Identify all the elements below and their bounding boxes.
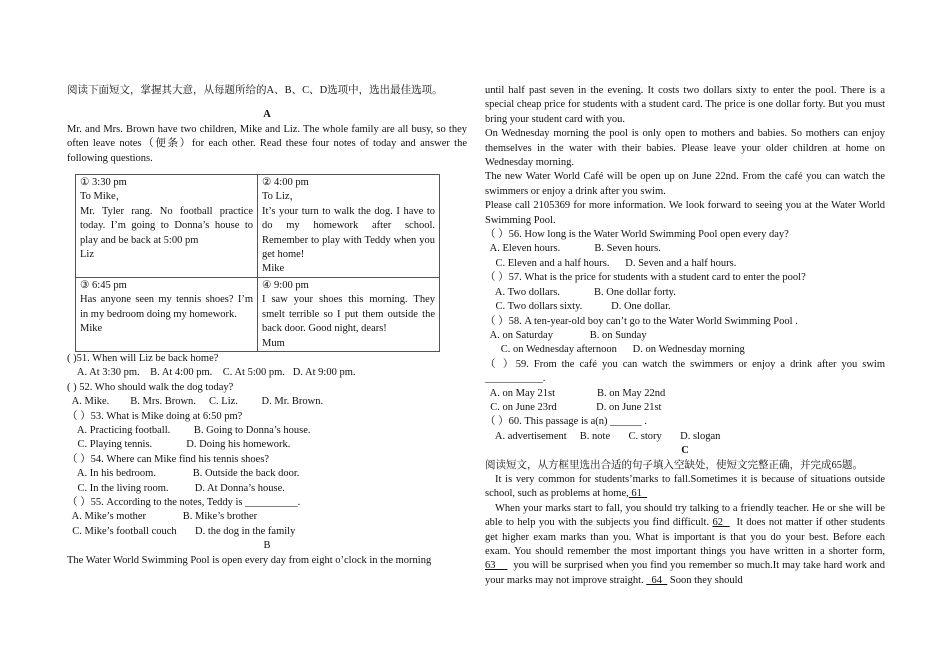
question-options: C. Mike’s football couch D. the dog in the family <box>67 525 296 537</box>
question-text: （ ）54. Where can Mike find his tennis shoes? <box>67 453 270 465</box>
question-text: （ ）57. What is the price for students with a student card to enter the pool? <box>485 272 806 284</box>
question-options: A. Mike. B. Mrs. Brown. C. Liz. D. Mr. Brown. <box>67 396 324 408</box>
question-58 <box>485 315 885 358</box>
note-2 <box>258 175 440 278</box>
question-52 <box>67 381 467 410</box>
question-55 <box>67 496 467 539</box>
passage-text: It is very common for students’marks to fall.Sometimes it is because of situations outside school, such as problems at home, <box>485 473 885 500</box>
passage-text: When your marks start to fall, you should try talking to a friendly teacher. He or she will be able to help you with the subjects you find difficult. <box>485 502 885 529</box>
passage-text: Soon they should <box>669 574 743 586</box>
question-60 <box>485 415 885 444</box>
note-line: To Liz， <box>262 191 301 203</box>
section-a-heading: A <box>263 109 271 121</box>
question-59 <box>485 358 885 416</box>
question-text: ( ) 52. Who should walk the dog today? <box>67 381 234 393</box>
question-57 <box>485 271 885 314</box>
question-56 <box>485 228 885 271</box>
passage-b-start: The Water World Swimming Pool is open every day from eight o’clock in the morning <box>67 554 432 566</box>
question-options: A. At 3:30 pm. B. At 4:00 pm. C. At 5:00 pm. D. At 9:00 pm. <box>67 367 356 379</box>
note-head: ② 4:00 pm <box>262 177 309 189</box>
question-options: A. advertisement B. note C. story D. slogan <box>485 430 721 442</box>
instruction-a: 阅读下面短文，掌握其大意，从每题所给的A、B、C、D选项中，选出最佳选项。 <box>67 85 443 96</box>
question-options: A. Practicing football. B. Going to Donna’s house. <box>67 424 311 436</box>
note-line: It’s your turn to walk the dog. I have to do my homework after school. Remember to play with Teddy when you get home! <box>262 205 435 261</box>
passage-b-paragraph: On Wednesday morning the pool is only open to mothers and babies. So mothers can enjoy themselves in the water with their babies. Please leave your older children at home on Wednesday morning. <box>485 128 885 169</box>
note-3 <box>76 277 258 351</box>
passage-b-paragraph: until half past seven in the evening. It costs two dollars sixty to enter the pool. There is a special cheap price for students with a student card. The price is one dollar forty. But you must bring your student card with you. <box>485 85 885 125</box>
question-text: （ ）55. According to the notes, Teddy is __________. <box>67 496 301 508</box>
passage-text: you will be surprised when you find you remember so much.It may take hard work and your marks may not improve straight. <box>485 560 886 586</box>
note-4 <box>258 277 440 351</box>
note-line: Mum <box>262 337 285 349</box>
note-line: Liz <box>80 249 94 261</box>
passage-b-paragraph: The new Water World Café will be open up on June 22nd. From the café you can watch the swimmers or enjoy a drink after you swim. <box>485 171 885 197</box>
note-head: ④ 9:00 pm <box>262 279 309 291</box>
question-options: C. In the living room. D. At Donna’s house. <box>67 482 285 494</box>
question-text: （ ）60. This passage is a(n) ______ . <box>485 416 647 428</box>
question-54 <box>67 453 467 496</box>
blank-61[interactable]: 61 <box>631 488 642 500</box>
note-line: Mr. Tyler rang. No football practice today. I’m going to Donna’s house to play and be back at 5:00 pm <box>80 205 253 246</box>
intro-a: Mr. and Mrs. Brown have two children, Mike and Liz. The whole family are all busy, so they often leave notes（便条）for each other. Read these four notes of today and answer the following questions. <box>67 123 467 164</box>
note-head: ① 3:30 pm <box>80 177 127 189</box>
question-text: （ ）58. A ten-year-old boy can’t go to the Water World Swimming Pool . <box>485 315 798 327</box>
note-1 <box>76 175 258 278</box>
notes-table <box>75 174 440 352</box>
question-options: C. Two dollars sixty. D. One dollar. <box>485 301 671 313</box>
blank-63[interactable]: 63 <box>485 560 496 572</box>
question-text: ( )51. When will Liz be back home? <box>67 352 219 364</box>
blank-64[interactable]: 64 <box>651 574 663 586</box>
question-options: A. In his bedroom. B. Outside the back door. <box>67 468 300 480</box>
note-line: To Mike， <box>80 191 127 203</box>
question-options: C. Playing tennis. D. Doing his homework. <box>67 439 291 451</box>
section-b-heading: B <box>263 540 271 552</box>
right-column <box>485 84 885 588</box>
question-options: A. Two dollars. B. One dollar forty. <box>485 286 676 298</box>
passage-c-paragraph <box>485 473 885 502</box>
question-text: （ ）56. How long is the Water World Swimming Pool open every day? <box>485 229 789 241</box>
instruction-c: 阅读短文，从方框里选出合适的句子填入空缺处，使短文完整正确，并完成65题。 <box>485 459 863 471</box>
question-options: A. Eleven hours. B. Seven hours. <box>485 243 661 255</box>
question-51 <box>67 352 467 381</box>
section-c-heading: C <box>681 445 689 457</box>
question-text: （ ）59. From the café you can watch the swimmers or enjoy a drink after you swim ___________. <box>485 358 885 385</box>
note-line: Mike <box>80 323 103 335</box>
note-head: ③ 6:45 pm <box>80 279 127 291</box>
passage-c-paragraph <box>485 502 885 588</box>
note-line: Mike <box>262 263 285 275</box>
question-options: C. on June 23rd D. on June 21st <box>485 401 662 413</box>
question-options: A. Mike’s mother B. Mike’s brother <box>67 511 258 523</box>
note-line: I saw your shoes this morning. They smelt terrible so I put them outside the back door. Good night, dears! <box>262 294 435 335</box>
question-options: C. Eleven and a half hours. D. Seven and a half hours. <box>485 257 737 269</box>
question-options: A. on May 21st B. on May 22nd <box>485 387 666 399</box>
passage-b-paragraph: Please call 2105369 for more information. We look forward to seeing you at the Water World Swimming Pool. <box>485 200 885 226</box>
question-options: A. on Saturday B. on Sunday <box>485 329 647 341</box>
note-line: Has anyone seen my tennis shoes? I’m in my bedroom doing my homework. <box>80 294 253 320</box>
left-column <box>67 84 467 568</box>
question-options: C. on Wednesday afternoon D. on Wednesday morning <box>485 344 745 356</box>
question-53 <box>67 410 467 453</box>
passage-text: It does not matter if other students get higher exam marks than you. What is important is that you do your best. Before each exam. You should remember the most important things you have written in a shorter form, <box>485 517 886 557</box>
blank-62[interactable]: 62 <box>712 517 723 529</box>
question-text: （ ）53. What is Mike doing at 6:50 pm? <box>67 410 243 422</box>
